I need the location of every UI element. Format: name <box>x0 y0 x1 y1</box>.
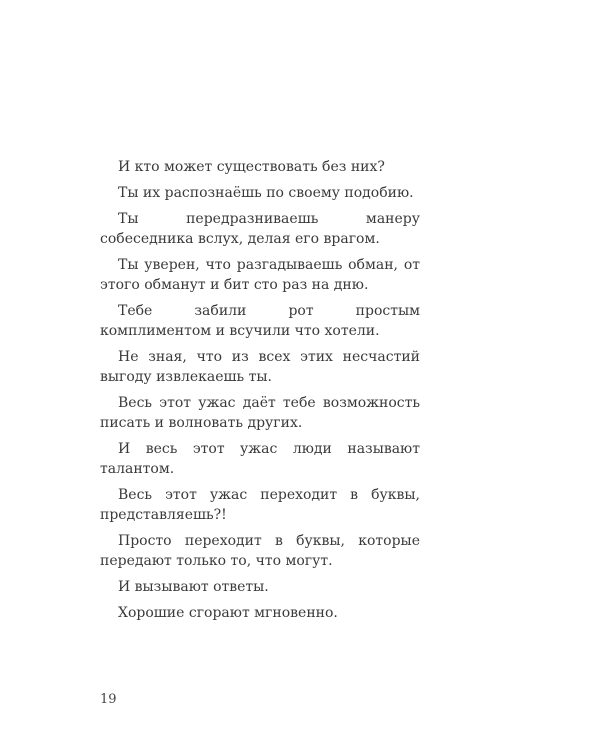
paragraph-1: И кто может существовать без них? <box>118 159 385 175</box>
paragraph-3: Ты передразниваешь манеру собеседника вслух, делая его врагом. <box>100 211 420 247</box>
paragraph-6: Не зная, что из всех этих несчастий выгоду извлекаешь ты. <box>100 349 420 385</box>
page-number: 19 <box>100 692 117 707</box>
paragraph-8: И весь этот ужас люди называют талантом. <box>100 441 420 477</box>
paragraph-12: Хорошие сгорают мгновенно. <box>118 605 338 621</box>
text-body <box>100 157 420 629</box>
paragraph-2: Ты их распознаёшь по своему подобию. <box>118 185 414 201</box>
paragraph-9: Весь этот ужас переходит в буквы, представляешь?! <box>100 487 420 523</box>
paragraph-10: Просто переходит в буквы, которые передают только то, что могут. <box>100 533 420 569</box>
paragraph-5: Тебе забили рот простым комплиментом и всучили что хотели. <box>100 303 420 339</box>
paragraph-4: Ты уверен, что разгадываешь обман, от этого обманут и бит сто раз на дню. <box>100 257 420 293</box>
paragraph-7: Весь этот ужас даёт тебе возможность писать и волновать других. <box>100 395 420 431</box>
paragraph-11: И вызывают ответы. <box>118 579 269 595</box>
